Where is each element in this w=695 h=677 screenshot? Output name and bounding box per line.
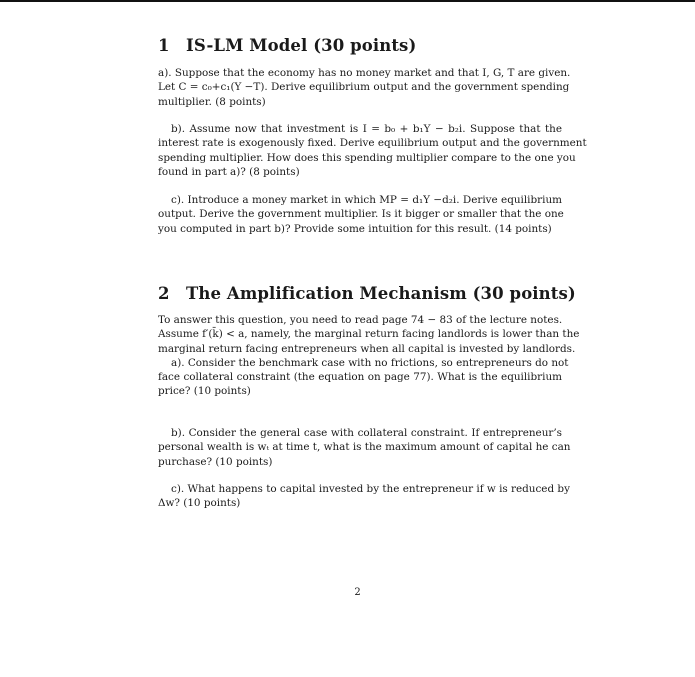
text-line: interest rate is exogenously fixed. Derive equilibrium output and the government bbox=[158, 137, 587, 150]
text-line: To answer this question, you need to read page 74 − 83 of the lecture notes. bbox=[158, 314, 563, 326]
section-1-part-a bbox=[158, 66, 571, 109]
text-line: you computed in part b)? Provide some intuition for this result. (14 points) bbox=[158, 222, 552, 235]
text-line: c). What happens to capital invested by the entrepreneur if w is reduced by bbox=[171, 483, 570, 495]
section-1-part-c bbox=[158, 193, 562, 236]
text-line: c). Introduce a money market in which MP = d₁Y −d₂i. Derive equilibrium bbox=[171, 194, 562, 206]
text-line: price? (10 points) bbox=[158, 385, 251, 398]
page-number: 2 bbox=[354, 587, 361, 598]
section-1-heading bbox=[158, 36, 416, 55]
top-border-line bbox=[0, 0, 695, 2]
section-1-number: 1 bbox=[158, 36, 170, 55]
text-line: b). Consider the general case with collateral constraint. If entrepreneur’s bbox=[171, 427, 562, 439]
text-line: face collateral constraint (the equation on page 77). What is the equilibrium bbox=[158, 371, 562, 384]
text-line: Assume f′(k̄) < a, namely, the marginal return facing landlords is lower than the bbox=[158, 328, 580, 341]
text-line: multiplier. (8 points) bbox=[158, 95, 266, 108]
section-2-title: The Amplification Mechanism (30 points) bbox=[186, 284, 576, 303]
text-line: Let C = c₀+c₁(Y −T). Derive equilibrium output and the government spending bbox=[158, 81, 570, 94]
text-line: a). Suppose that the economy has no money market and that I, G, T are given. bbox=[158, 67, 571, 79]
text-line: Δw? (10 points) bbox=[158, 497, 241, 510]
text-line: b). Assume now that investment is I = b₀ + b₁Y − b₂i. Suppose that the bbox=[171, 123, 562, 135]
section-1-part-b bbox=[158, 122, 587, 179]
section-2-heading bbox=[158, 284, 576, 303]
text-line: purchase? (10 points) bbox=[158, 455, 273, 468]
text-line: personal wealth is wₜ at time t, what is the maximum amount of capital he can bbox=[158, 441, 571, 454]
section-2-number: 2 bbox=[158, 284, 170, 303]
text-line: a). Consider the benchmark case with no frictions, so entrepreneurs do not bbox=[171, 356, 569, 369]
section-2-part-c bbox=[158, 482, 570, 511]
section-2-part-b bbox=[158, 426, 571, 469]
section-1-title: IS-LM Model (30 points) bbox=[186, 36, 417, 55]
text-line: marginal return facing entrepreneurs when all capital is invested by landlords. bbox=[158, 342, 576, 355]
text-line: output. Derive the government multiplier. Is it bigger or smaller that the one bbox=[158, 208, 564, 221]
section-2-intro-and-part-a bbox=[158, 313, 580, 399]
text-line: found in part a)? (8 points) bbox=[158, 165, 300, 178]
text-line: spending multiplier. How does this spending multiplier compare to the one you bbox=[158, 151, 576, 164]
